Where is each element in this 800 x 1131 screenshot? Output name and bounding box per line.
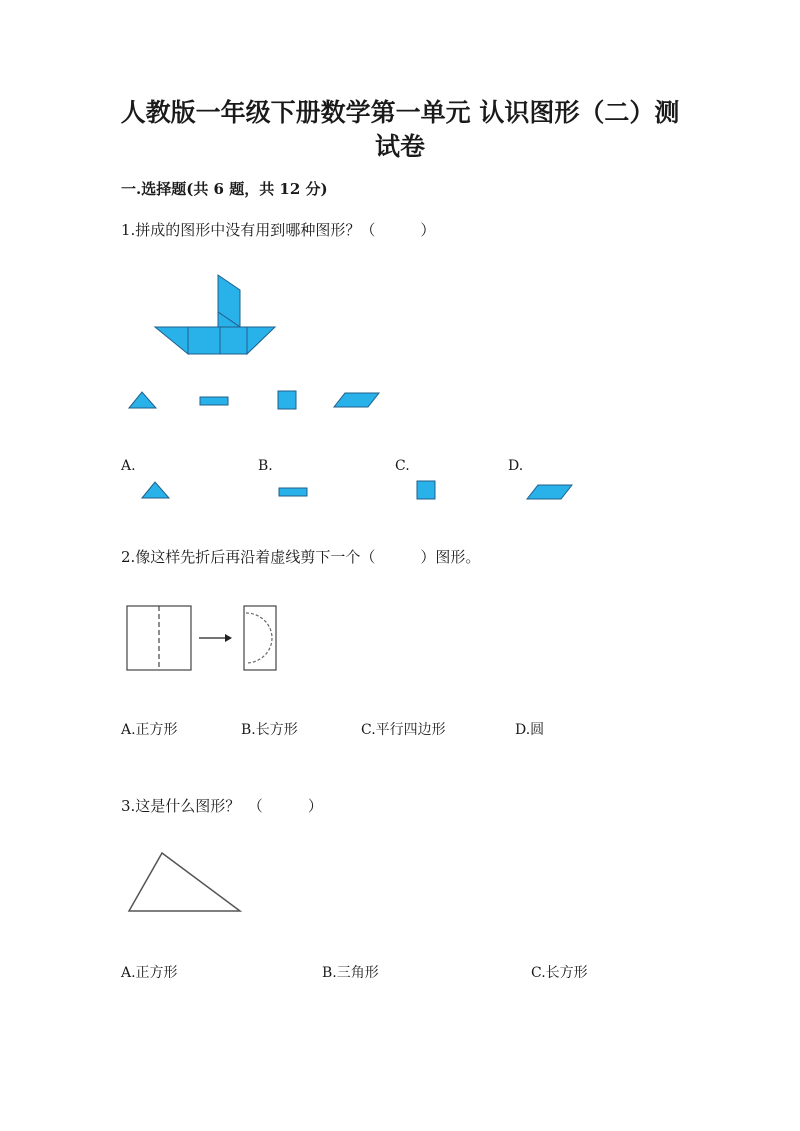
- q1-option-c[interactable]: C.: [395, 458, 410, 474]
- q1-option-a[interactable]: A.: [121, 458, 136, 474]
- triangle-icon: [141, 480, 171, 500]
- piece-triangle: [128, 390, 158, 410]
- piece-rectangle: [199, 396, 229, 406]
- q2-option-d[interactable]: D.圆: [515, 722, 545, 738]
- piece-parallelogram: [333, 392, 381, 408]
- question-1-stem: 1.拼成的图形中没有用到哪种图形？（ ）: [121, 221, 436, 239]
- q3-option-b[interactable]: B.三角形: [322, 965, 379, 981]
- boat-figure: [150, 272, 280, 357]
- arrow-head: [225, 634, 232, 642]
- boat-hull-square: [188, 327, 220, 354]
- q2-option-c[interactable]: C.平行四边形: [361, 722, 446, 738]
- boat-hull-left-triangle: [155, 327, 188, 354]
- triangle-figure: [125, 850, 245, 915]
- q2-option-a[interactable]: A.正方形: [121, 722, 178, 738]
- q1-option-b[interactable]: B.: [258, 458, 273, 474]
- fold-diagram: [125, 604, 280, 674]
- question-2-stem: 2.像这样先折后再沿着虚线剪下一个（ ）图形。: [121, 548, 481, 566]
- q2-option-b[interactable]: B.长方形: [241, 722, 298, 738]
- q1-option-d[interactable]: D.: [508, 458, 524, 474]
- page-title-line2: 试卷: [374, 132, 425, 161]
- parallelogram-icon: [526, 484, 574, 500]
- page-title: 人教版一年级下册数学第一单元 认识图形（二）测: [120, 98, 680, 127]
- cut-arc: [246, 613, 272, 663]
- q3-option-c[interactable]: C.长方形: [531, 965, 588, 981]
- square-icon: [416, 480, 436, 500]
- rectangle-icon: [278, 487, 308, 497]
- boat-hull-rectangle: [220, 327, 247, 354]
- q3-option-a[interactable]: A.正方形: [121, 965, 178, 981]
- folded-paper: [244, 606, 276, 670]
- boat-hull-right-triangle: [247, 327, 275, 354]
- section-heading: 一.选择题(共 6 题，共 12 分): [121, 180, 328, 198]
- piece-square: [277, 390, 297, 410]
- question-3-stem: 3.这是什么图形？ （ ）: [121, 797, 323, 815]
